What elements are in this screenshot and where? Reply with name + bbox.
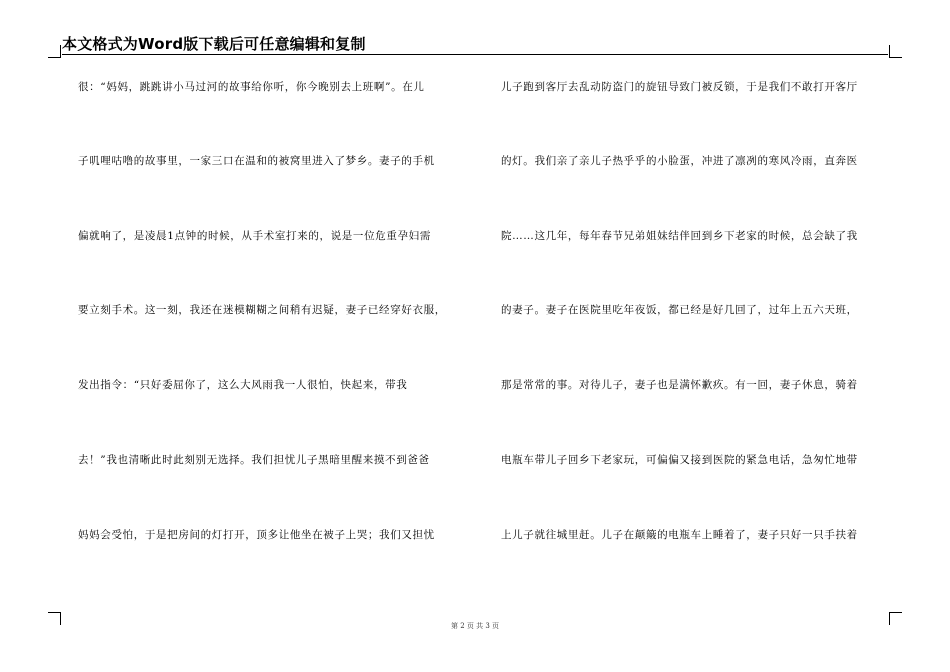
header-title: 本文格式为Word版下载后可任意编辑和复制 (62, 35, 366, 53)
text-line: 儿子跑到客厅去乱动防盗门的旋钮导致门被反锁，于是我们不敢打开客厅 (501, 81, 858, 93)
text-line: 的妻子。妻子在医院里吃年夜饭，都已经是好几回了，过年上五六天班， (501, 304, 858, 316)
text-line: 要立刻手术。这一刻，我还在迷模糊糊之间稍有迟疑，妻子已经穿好衣服， (78, 304, 446, 316)
crop-mark-top-right (889, 45, 902, 58)
crop-mark-top-left (48, 45, 61, 58)
text-line: 偏就响了，是凌晨1点钟的时候，从手术室打来的，说是一位危重孕妇需 (78, 230, 431, 242)
left-text-column (78, 0, 466, 672)
text-line: 的灯。我们亲了亲儿子热乎乎的小脸蛋，冲进了凛冽的寒风冷雨，直奔医 (501, 155, 858, 167)
text-line: 上儿子就往城里赶。儿子在颠簸的电瓶车上睡着了，妻子只好一只手扶着 (501, 529, 858, 541)
text-line: 去！”我也清晰此时此刻别无选择。我们担忧儿子黑暗里醒来摸不到爸爸 (78, 454, 430, 466)
text-line: 那是常常的事。对待儿子，妻子也是满怀歉疚。有一回，妻子休息，骑着 (501, 379, 858, 391)
text-line: 电瓶车带儿子回乡下老家玩，可偏偏又接到医院的紧急电话，急匆忙地带 (501, 454, 858, 466)
text-line: 子叽哩咕噜的故事里，一家三口在温和的被窝里进入了梦乡。妻子的手机 (78, 155, 435, 167)
text-line: 院……这几年，每年春节兄弟姐妹结伴回到乡下老家的时候，总会缺了我 (501, 230, 858, 242)
right-text-column (501, 0, 889, 672)
text-line: 妈妈会受怕，于是把房间的灯打开，顶多让他坐在被子上哭；我们又担忧 (78, 529, 435, 541)
text-line: 发出指令：“只好委屈你了，这么大风雨我一人很怕，快起来，带我 (78, 379, 408, 391)
page-number-footer: 第 2 页 共 3 页 (450, 622, 500, 630)
text-line: 很：“妈妈，跳跳讲小马过河的故事给你听，你今晚别去上班啊”。在儿 (78, 81, 425, 93)
